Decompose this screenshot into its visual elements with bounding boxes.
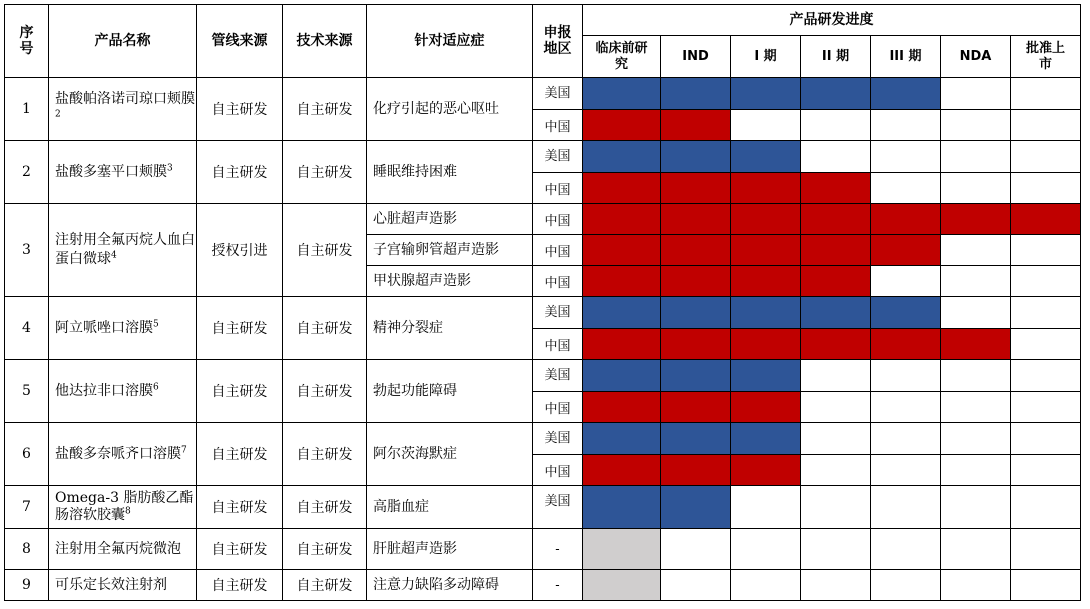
indication: 精神分裂症 — [367, 297, 533, 360]
row-number: 7 — [5, 486, 49, 529]
region: 中国 — [533, 110, 583, 141]
progress-cell-filled — [661, 360, 731, 392]
region: 中国 — [533, 455, 583, 486]
progress-cell-filled — [801, 78, 871, 110]
progress-cell-empty — [1011, 173, 1081, 204]
tech-source: 自主研发 — [283, 204, 367, 297]
stage-preclinical: 临床前研究 — [583, 36, 661, 78]
progress-cell-filled — [731, 360, 801, 392]
tech-source: 自主研发 — [283, 360, 367, 423]
progress-cell-empty — [871, 455, 941, 486]
region: 美国 — [533, 486, 583, 529]
region: 美国 — [533, 423, 583, 455]
progress-cell-empty — [1011, 486, 1081, 529]
pipeline-source: 自主研发 — [197, 360, 283, 423]
table-row — [5, 78, 1081, 110]
tech-source: 自主研发 — [283, 423, 367, 486]
progress-cell-filled — [731, 329, 801, 360]
header-region: 申报地区 — [533, 5, 583, 78]
progress-cell-empty — [941, 141, 1011, 173]
pipeline-source: 自主研发 — [197, 141, 283, 204]
tech-source: 自主研发 — [283, 78, 367, 141]
progress-cell-empty — [871, 173, 941, 204]
progress-cell-empty — [941, 110, 1011, 141]
progress-cell-empty — [941, 235, 1011, 266]
product-name: 盐酸多奈哌齐口溶膜$^7$ — [49, 423, 197, 486]
progress-cell-empty — [941, 570, 1011, 601]
region: 美国 — [533, 297, 583, 329]
indication: 化疗引起的恶心呕吐 — [367, 78, 533, 141]
progress-cell-filled — [583, 141, 661, 173]
progress-cell-empty — [801, 455, 871, 486]
product-name: 盐酸多塞平口颊膜$^3$ — [49, 141, 197, 204]
progress-cell-filled — [731, 235, 801, 266]
indication: 子宫输卵管超声造影 — [367, 235, 533, 266]
progress-cell-filled — [661, 141, 731, 173]
progress-cell-empty — [1011, 455, 1081, 486]
stage-ind: IND — [661, 36, 731, 78]
progress-cell-filled — [801, 329, 871, 360]
pipeline-source: 授权引进 — [197, 204, 283, 297]
progress-cell-filled — [583, 173, 661, 204]
progress-cell-empty — [801, 423, 871, 455]
progress-cell-filled — [731, 141, 801, 173]
progress-cell-empty — [801, 486, 871, 529]
progress-cell-empty — [731, 570, 801, 601]
region: 中国 — [533, 266, 583, 297]
tech-source: 自主研发 — [283, 570, 367, 601]
row-number: 6 — [5, 423, 49, 486]
progress-cell-filled — [801, 204, 871, 235]
progress-cell-filled — [871, 204, 941, 235]
progress-cell-filled — [583, 529, 661, 570]
progress-cell-filled — [661, 423, 731, 455]
region: - — [533, 529, 583, 570]
region: 中国 — [533, 204, 583, 235]
header-name: 产品名称 — [49, 5, 197, 78]
tech-source: 自主研发 — [283, 486, 367, 529]
progress-cell-filled — [801, 235, 871, 266]
progress-cell-filled — [871, 78, 941, 110]
progress-cell-empty — [1011, 235, 1081, 266]
table-row — [5, 360, 1081, 392]
row-number: 3 — [5, 204, 49, 297]
product-name: 他达拉非口溶膜$^6$ — [49, 360, 197, 423]
progress-cell-empty — [1011, 529, 1081, 570]
progress-cell-filled — [661, 235, 731, 266]
progress-cell-empty — [731, 529, 801, 570]
row-number: 4 — [5, 297, 49, 360]
progress-cell-filled — [661, 329, 731, 360]
progress-cell-filled — [583, 392, 661, 423]
progress-cell-filled — [583, 570, 661, 601]
stage-phase-3: III 期 — [871, 36, 941, 78]
progress-cell-filled — [871, 297, 941, 329]
region: 中国 — [533, 329, 583, 360]
progress-cell-empty — [941, 173, 1011, 204]
pipeline-source: 自主研发 — [197, 297, 283, 360]
progress-cell-empty — [1011, 329, 1081, 360]
progress-cell-empty — [1011, 360, 1081, 392]
progress-cell-filled — [801, 266, 871, 297]
progress-cell-empty — [1011, 110, 1081, 141]
progress-cell-empty — [1011, 423, 1081, 455]
progress-cell-filled — [731, 455, 801, 486]
indication: 甲状腺超声造影 — [367, 266, 533, 297]
header-no: 序号 — [5, 5, 49, 78]
region: 美国 — [533, 141, 583, 173]
progress-cell-empty — [1011, 570, 1081, 601]
header-progress: 产品研发进度 — [583, 5, 1081, 36]
progress-cell-filled — [661, 297, 731, 329]
progress-cell-empty — [941, 423, 1011, 455]
progress-cell-filled — [731, 78, 801, 110]
progress-cell-empty — [941, 266, 1011, 297]
progress-cell-empty — [871, 110, 941, 141]
progress-cell-empty — [941, 529, 1011, 570]
header-tech-source: 技术来源 — [283, 5, 367, 78]
region: 中国 — [533, 173, 583, 204]
stage-approved: 批准上市 — [1011, 36, 1081, 78]
progress-cell-filled — [661, 173, 731, 204]
indication: 睡眠维持困难 — [367, 141, 533, 204]
tech-source: 自主研发 — [283, 141, 367, 204]
progress-cell-empty — [871, 141, 941, 173]
row-number: 2 — [5, 141, 49, 204]
progress-cell-filled — [731, 266, 801, 297]
table-row — [5, 486, 1081, 529]
progress-cell-empty — [801, 570, 871, 601]
progress-cell-empty — [871, 486, 941, 529]
product-pipeline-table — [4, 4, 1081, 601]
progress-cell-empty — [871, 392, 941, 423]
progress-cell-filled — [941, 204, 1011, 235]
progress-cell-empty — [731, 486, 801, 529]
header-row-1 — [5, 5, 1081, 36]
progress-cell-empty — [661, 529, 731, 570]
row-number: 9 — [5, 570, 49, 601]
indication: 心脏超声造影 — [367, 204, 533, 235]
progress-cell-empty — [941, 297, 1011, 329]
indication: 肝脏超声造影 — [367, 529, 533, 570]
header-pipeline-source: 管线来源 — [197, 5, 283, 78]
progress-cell-filled — [801, 297, 871, 329]
pipeline-source: 自主研发 — [197, 570, 283, 601]
progress-cell-filled — [801, 173, 871, 204]
region: - — [533, 570, 583, 601]
progress-cell-filled — [661, 110, 731, 141]
table-row — [5, 570, 1081, 601]
stage-phase-2: II 期 — [801, 36, 871, 78]
region: 中国 — [533, 392, 583, 423]
stage-phase-1: I 期 — [731, 36, 801, 78]
progress-cell-filled — [583, 329, 661, 360]
progress-cell-filled — [731, 204, 801, 235]
indication: 阿尔茨海默症 — [367, 423, 533, 486]
progress-cell-empty — [871, 360, 941, 392]
progress-cell-filled — [731, 423, 801, 455]
progress-cell-filled — [583, 110, 661, 141]
product-name: 可乐定长效注射剂 — [49, 570, 197, 601]
progress-cell-filled — [583, 360, 661, 392]
progress-cell-filled — [661, 486, 731, 529]
tech-source: 自主研发 — [283, 529, 367, 570]
product-name: Omega-3 脂肪酸乙酯肠溶软胶囊$^8$ — [49, 486, 197, 529]
progress-cell-filled — [661, 204, 731, 235]
progress-cell-filled — [871, 329, 941, 360]
product-name: 阿立哌唑口溶膜$^5$ — [49, 297, 197, 360]
progress-cell-filled — [661, 78, 731, 110]
progress-cell-filled — [583, 423, 661, 455]
progress-cell-filled — [583, 266, 661, 297]
progress-cell-empty — [871, 529, 941, 570]
progress-cell-empty — [801, 110, 871, 141]
pipeline-source: 自主研发 — [197, 529, 283, 570]
progress-cell-empty — [801, 360, 871, 392]
progress-cell-empty — [941, 78, 1011, 110]
region: 美国 — [533, 78, 583, 110]
product-name: 注射用全氟丙烷人血白蛋白微球$^4$ — [49, 204, 197, 297]
progress-cell-filled — [731, 297, 801, 329]
progress-cell-filled — [1011, 204, 1081, 235]
indication: 勃起功能障碍 — [367, 360, 533, 423]
table-row — [5, 529, 1081, 570]
pipeline-source: 自主研发 — [197, 78, 283, 141]
progress-cell-filled — [583, 78, 661, 110]
row-number: 1 — [5, 78, 49, 141]
progress-cell-empty — [661, 570, 731, 601]
pipeline-source: 自主研发 — [197, 423, 283, 486]
progress-cell-empty — [871, 570, 941, 601]
progress-cell-filled — [661, 455, 731, 486]
progress-cell-filled — [941, 329, 1011, 360]
product-name: 盐酸帕洛诺司琼口颊膜$^2$ — [49, 78, 197, 141]
progress-cell-empty — [871, 423, 941, 455]
progress-cell-empty — [941, 455, 1011, 486]
indication: 注意力缺陷多动障碍 — [367, 570, 533, 601]
row-number: 8 — [5, 529, 49, 570]
tech-source: 自主研发 — [283, 297, 367, 360]
progress-cell-filled — [661, 266, 731, 297]
progress-cell-filled — [731, 173, 801, 204]
progress-cell-filled — [731, 392, 801, 423]
progress-cell-filled — [583, 297, 661, 329]
progress-cell-empty — [871, 266, 941, 297]
progress-cell-empty — [801, 392, 871, 423]
progress-cell-filled — [871, 235, 941, 266]
table-row — [5, 297, 1081, 329]
table-row — [5, 204, 1081, 235]
header-indication: 针对适应症 — [367, 5, 533, 78]
progress-cell-filled — [583, 204, 661, 235]
stage-nda: NDA — [941, 36, 1011, 78]
progress-cell-empty — [1011, 297, 1081, 329]
product-name: 注射用全氟丙烷微泡 — [49, 529, 197, 570]
progress-cell-filled — [583, 455, 661, 486]
progress-cell-empty — [1011, 266, 1081, 297]
progress-cell-empty — [801, 529, 871, 570]
row-number: 5 — [5, 360, 49, 423]
region: 中国 — [533, 235, 583, 266]
progress-cell-empty — [731, 110, 801, 141]
progress-cell-empty — [1011, 78, 1081, 110]
region: 美国 — [533, 360, 583, 392]
progress-cell-empty — [941, 486, 1011, 529]
progress-cell-empty — [1011, 141, 1081, 173]
progress-cell-empty — [1011, 392, 1081, 423]
progress-cell-empty — [941, 392, 1011, 423]
table-row — [5, 423, 1081, 455]
pipeline-source: 自主研发 — [197, 486, 283, 529]
progress-cell-empty — [801, 141, 871, 173]
progress-cell-filled — [583, 235, 661, 266]
progress-cell-empty — [941, 360, 1011, 392]
table-row — [5, 141, 1081, 173]
indication: 高脂血症 — [367, 486, 533, 529]
progress-cell-filled — [583, 486, 661, 529]
progress-cell-filled — [661, 392, 731, 423]
